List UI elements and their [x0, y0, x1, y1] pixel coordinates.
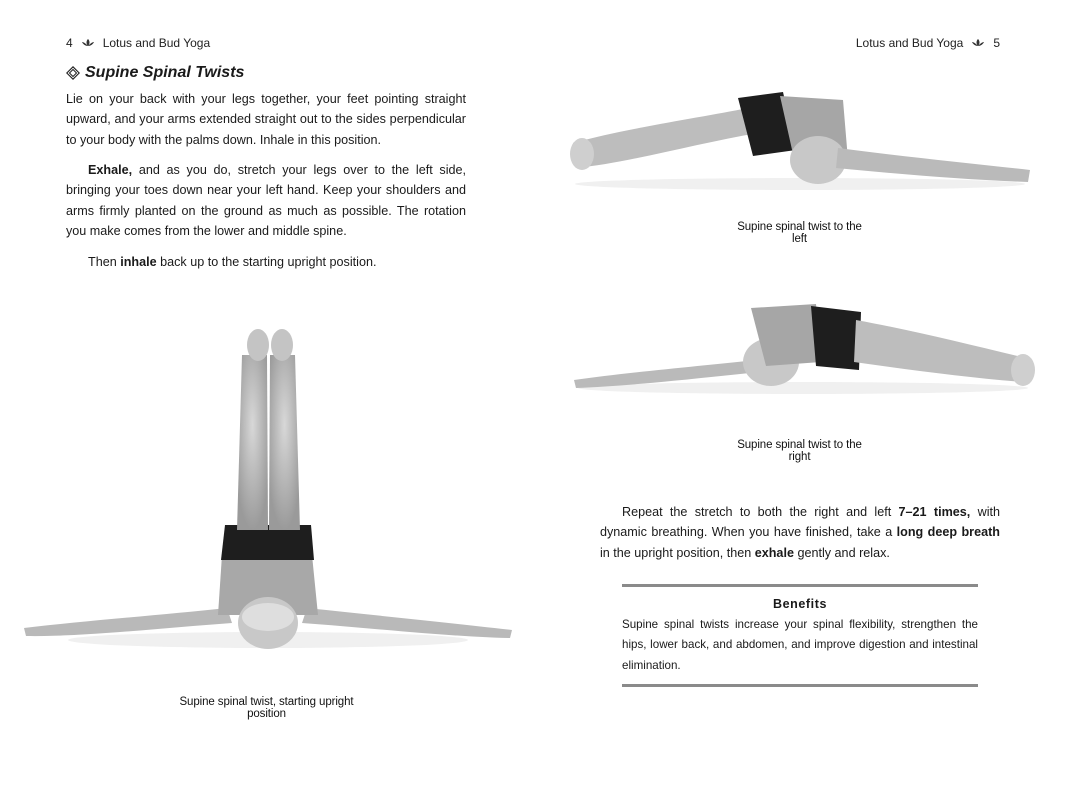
paragraph-intro: Lie on your back with your legs together, your feet pointing straight upward, and your arms extended straight out to the sides perpendicular to your body with the palms down. Inhale in this position.: [66, 92, 466, 147]
repeat-bold-exhale: exhale: [754, 545, 794, 560]
repeat-text-3: in the upright position, then: [600, 545, 755, 560]
lotus-icon: [81, 38, 95, 48]
benefits-text: Supine spinal twists increase your spinal flexibility, strengthen the hips, lower back, and abdomen, and improve digestion and intestinal elimination.: [622, 618, 978, 672]
inhale-pre: Then: [88, 255, 121, 269]
repeat-text-4: gently and relax.: [793, 545, 890, 560]
exhale-text: and as you do, stretch your legs over to the left side, bringing your toes down near your left hand. Keep your shoulders and arms firmly planted on the ground as much as possible. The rotation you make comes from the lower and middle spine.: [66, 163, 466, 239]
benefits-title: Benefits: [772, 597, 828, 611]
benefits-top-rule: [622, 584, 978, 587]
photo-twist-right: [571, 300, 1036, 400]
running-head-right: [856, 36, 1000, 50]
benefits-bottom-rule: [622, 684, 978, 687]
repeat-bold-times: 7–21 times,: [898, 505, 971, 519]
book-title-left: Lotus and Bud Yoga: [102, 36, 211, 50]
caption-twist-left: Supine spinal twist to the left: [737, 221, 862, 245]
repeat-bold-breath: long deep breath: [896, 525, 1000, 540]
paragraph-inhale: [66, 252, 466, 272]
section-title: [66, 64, 244, 82]
book-title-right: Lotus and Bud Yoga: [855, 36, 964, 50]
photo-twist-left: [568, 88, 1033, 198]
photo-upright-position: [22, 325, 514, 670]
exhale-bold: Exhale,: [88, 163, 133, 177]
inhale-bold: inhale: [120, 255, 157, 269]
section-title-text: Supine Spinal Twists: [85, 64, 245, 81]
caption-twist-right: Supine spinal twist to the right: [737, 439, 862, 463]
right-page: [533, 0, 1066, 800]
running-head-left: [66, 36, 210, 50]
caption-upright: Supine spinal twist, starting upright position: [179, 696, 354, 720]
benefits-box: [622, 584, 978, 687]
inhale-text: back up to the starting upright position.: [156, 255, 377, 269]
paragraph-repeat: [600, 502, 1000, 563]
repeat-text-1: Repeat the stretch to both the right and left: [622, 505, 899, 519]
repeat-text-2: with dynamic breathing. When you have finished, take a: [600, 505, 1000, 540]
paragraph-exhale: [66, 160, 466, 242]
diamond-bullet-icon: [66, 66, 80, 80]
page-number-left: 4: [66, 36, 73, 50]
page-number-right: 5: [993, 36, 1000, 50]
lotus-icon: [971, 38, 985, 48]
